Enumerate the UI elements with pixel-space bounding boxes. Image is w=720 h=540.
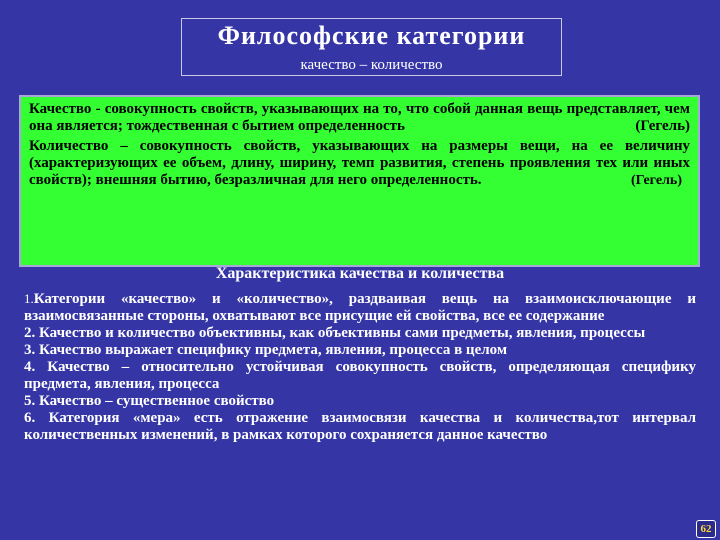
item-text: Качество и количество объективны, как объективны сами предметы, явления, процессы — [39, 325, 646, 341]
list-item — [24, 359, 696, 393]
title-box — [181, 18, 562, 76]
item-text: Качество выражает специфику предмета, явления, процесса в целом — [39, 342, 508, 358]
list-item — [24, 393, 696, 410]
item-number: 3. — [24, 342, 36, 358]
item-text: Качество – существенное свойство — [39, 393, 275, 409]
item-text: Качество – относительно устойчивая совокупность свойств, определяющая специфику предмета, явления, процесса — [24, 359, 696, 392]
section-title: Характеристика качества и количества — [215, 265, 505, 282]
definition-quantity — [29, 138, 690, 189]
slide-title: Философские категории — [217, 21, 526, 50]
definition-ref: (Гегель) — [635, 118, 690, 134]
definition-quality — [29, 101, 690, 135]
definition-text: Качество - совокупность свойств, указывающих на то, что собой данная вещь представляет, чем она является; тождественная с бытием определенность — [29, 101, 690, 134]
page-number-badge: 62 — [696, 520, 716, 538]
definitions-box — [19, 95, 700, 267]
item-number: 1. — [24, 291, 34, 306]
list-item — [24, 342, 696, 359]
slide-subtitle: качество – количество — [300, 57, 443, 73]
characteristics-list — [24, 290, 696, 444]
item-number: 4. — [24, 359, 36, 375]
list-item — [24, 325, 696, 342]
item-number: 6. — [24, 410, 36, 426]
item-number: 5. — [24, 393, 36, 409]
definition-ref: (Гегель) — [630, 173, 682, 188]
item-text: Категория «мера» есть отражение взаимосвязи качества и количества,тот интервал количественных изменений, в рамках которого сохраняется данное качество — [24, 410, 697, 443]
definition-text: Количество – совокупность свойств, указывающих на размеры вещи, на ее величину (характеризующих ее объем, длину, ширину, темп развития, степень проявления тех или иных свойств); внешняя бытию, безразличная для него определенность. — [29, 138, 690, 188]
list-item — [24, 410, 696, 444]
item-number: 2. — [24, 325, 36, 341]
list-item — [24, 290, 696, 325]
item-text: Категории «качество» и «количество», раздваивая вещь на взаимоисключающие и взаимосвязанные стороны, охватывают все присущие ей свойства, все ее содержание — [24, 291, 696, 324]
